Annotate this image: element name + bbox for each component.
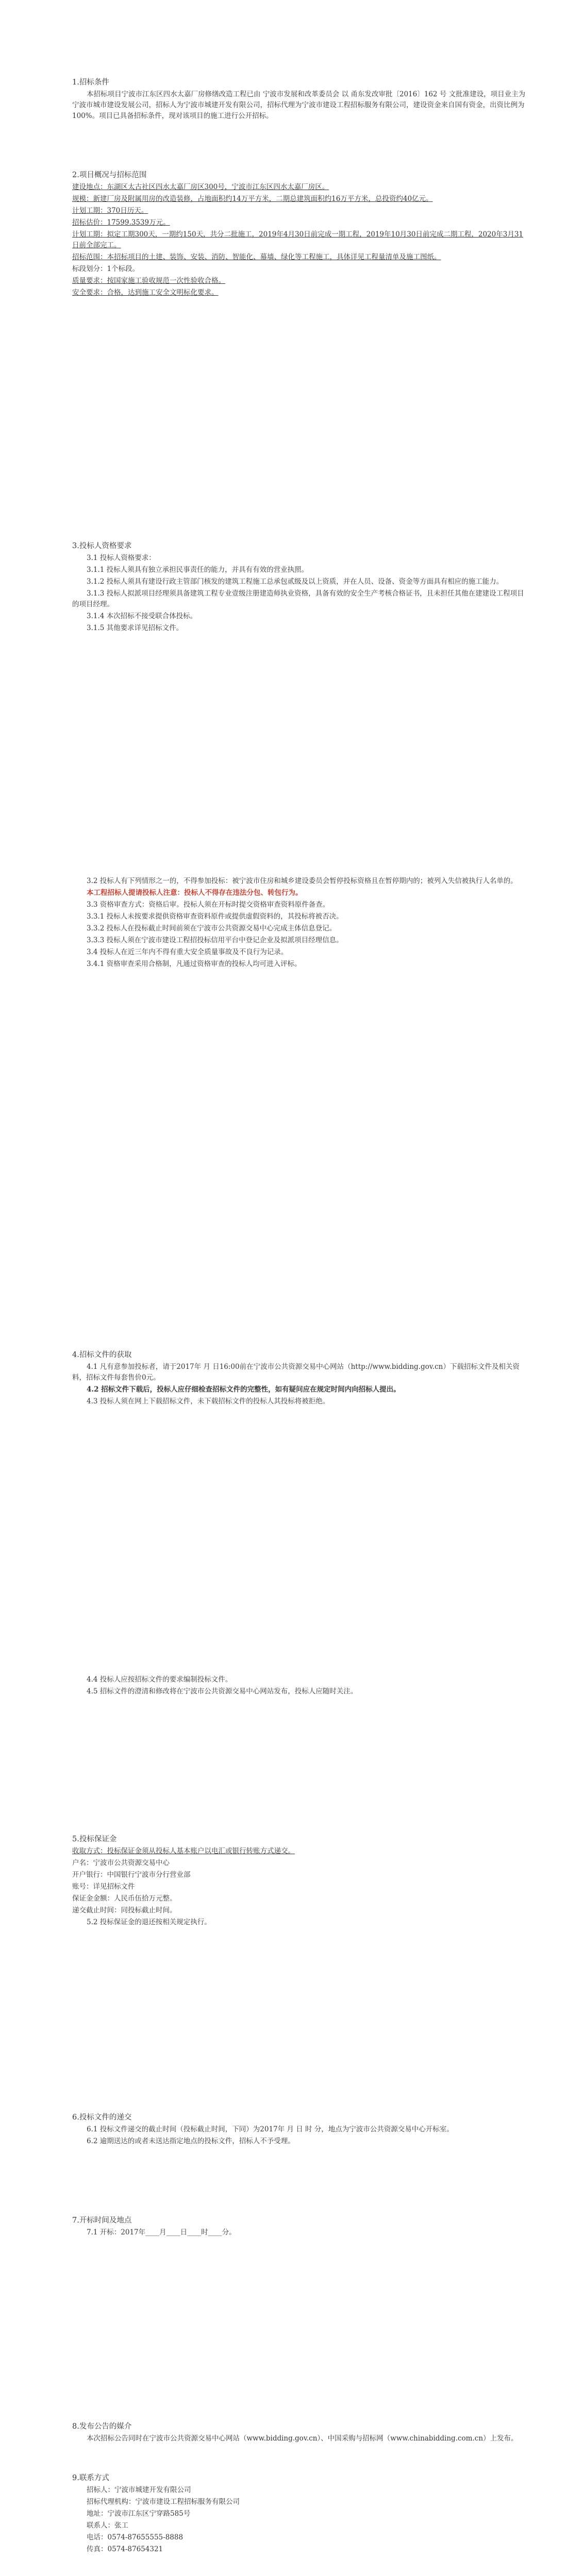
list-item: 收取方式：投标保证金须从投标人基本账户以电汇或银行转账方式递交。 [72,1847,295,1855]
contact-line: 地址：宁波市江东区宁穿路585号 [87,2510,191,2518]
list-item: 3.1.5 其他要求详见招标文件。 [87,624,184,632]
section-contact [72,2473,526,2556]
list-item: 3.3.3 投标人须在宁波市建设工程招投标信用平台中登记企业及拟派项目经理信息。 [87,936,343,944]
section-heading: 2.项目概况与招标范围 [72,171,147,179]
section-bid-bond [72,1834,526,1929]
list-item: 3.1.4 本次招标不接受联合体投标。 [87,612,197,620]
paragraph: 本招标项目宁波市江东区四水太嘉厂房修缮改造工程已由 宁波市发展和改革委员会 以 甬东发改审批〔2016〕162 号 文批准建设，项目业主为宁波市城市建设发展公司，招标人为宁波市城建开发有限公司，招标代理为宁波市建设工程招标服务有限公司，建设资金来自国有资金，出资比例为100%。项目已具备招标条件，现对该项目的施工进行公开招标。 [72,90,526,120]
section-qualification-details [72,876,526,971]
list-item: 6.1 投标文件递交的截止时间（投标截止时间，下同）为2017年 月 日 时 分，地点为宁波市公共资源交易中心开标室。 [87,2125,454,2133]
paragraph: 招标估价：17599.3539万元。 [72,218,170,227]
list-item: 保证金金额：人民币伍拾万元整。 [72,1894,177,1903]
contact-line: 电话：0574-87655555-8888 [87,2533,184,2541]
list-item: 3.4 投标人在近三年内不得有重大安全质量事故及不良行为记录。 [87,948,288,956]
list-item: 5.2 投标保证金的退还按相关规定执行。 [87,1918,211,1926]
section-obtain-documents [72,1350,526,1408]
paragraph: 安全要求：合格，达到施工安全文明标化要求。 [72,289,219,297]
section-heading: 1.招标条件 [72,78,109,87]
section-heading: 8.发布公告的媒介 [72,2422,132,2431]
list-item: 4.5 招标文件的澄清和修改将在宁波市公共资源交易中心网站发布，投标人应随时关注。 [87,1687,358,1696]
section-media [72,2421,526,2445]
paragraph: 本次招标公告同时在宁波市公共资源交易中心网站（www.bidding.gov.cn）、中国采购与招标网（www.chinabidding.com.cn）上发布。 [87,2434,518,2443]
contact-line: 招标人：宁波市城建开发有限公司 [87,2486,191,2494]
section-bidding-conditions [72,77,526,123]
paragraph: 计划工期：370日历天。 [72,207,148,215]
opening-time: 7.1 开标：2017年____月____日____时____分。 [87,2228,236,2236]
section-heading: 7.开标时间及地点 [72,2216,132,2225]
section-heading: 6.投标文件的递交 [72,2113,132,2122]
section-project-overview [72,170,526,299]
contact-line: 招标代理机构：宁波市建设工程招标服务有限公司 [87,2498,240,2506]
section-bidder-qualification [72,541,526,635]
section-bid-opening [72,2215,526,2239]
section-heading: 3.投标人资格要求 [72,542,132,550]
list-item: 3.1.1 投标人须具有独立承担民事责任的能力，并具有有效的营业执照。 [87,566,309,574]
paragraph: 招标范围：本招标项目的土建、装饰、安装、消防、智能化、幕墙、绿化等工程施工，具体详见工程量清单及施工图纸。 [72,253,441,261]
list-item: 账号：详见招标文件 [72,1883,135,1891]
list-item: 递交截止时间：同投标截止时间。 [72,1906,177,1914]
contact-line: 传真：0574-87654321 [87,2545,163,2553]
paragraph: 标段划分：1个标段。 [72,265,140,273]
paragraph: 质量要求：按国家施工验收规范一次性验收合格。 [72,277,225,285]
list-item: 4.3 投标人须在网上下载招标文件，未下载招标文件的投标人其投标将被拒绝。 [87,1397,330,1405]
list-item: 3.1 投标人资格要求： [87,554,156,562]
list-item: 3.2 投标人有下列情形之一的，不得参加投标：被宁波市住房和城乡建设委员会暂停投标资格且在暂停期内的；被列入失信被执行人名单的。 [87,877,518,885]
list-item: 3.1.2 投标人须具有建设行政主管部门核发的建筑工程施工总承包贰级及以上资质，并在人员、设备、资金等方面具有相应的施工能力。 [87,578,504,586]
list-item: 3.3.1 投标人未按要求提供资格审查资料原件或提供虚假资料的，其投标将被否决。 [87,912,343,921]
list-item: 3.3 资格审查方式：资格后审。投标人须在开标时提交资格审查资料原件备查。 [87,901,330,909]
paragraph: 规模：新建厂房及附属用房的改造装修，占地面积约14万平方米，二期总建筑面积约16万平方米，总投资约40亿元。 [72,195,433,203]
section-submission [72,2112,526,2148]
paragraph: 计划工期：拟定工期300天，一期约150天，共分二批施工，2019年4月30日前完成一期工程，2019年10月30日前完成二期工程，2020年3月31日前全部完工。 [72,230,523,249]
section-heading: 4.招标文件的获取 [72,1351,132,1359]
list-item: 4.4 投标人应按招标文件的要求编制投标文件。 [87,1675,232,1684]
list-item: 开户银行：中国银行宁波市分行营业部 [72,1871,191,1879]
section-heading: 5.投标保证金 [72,1835,117,1843]
list-item: 3.4.1 资格审查采用合格制，凡通过资格审查的投标人均可进入评标。 [87,960,302,968]
list-item: 6.2 逾期送达的或者未送达指定地点的投标文件，招标人不予受理。 [87,2137,295,2145]
section-document-notes [72,1674,526,1698]
list-item: 户名：宁波市公共资源交易中心 [72,1859,170,1867]
paragraph: 建设地点：东湖区太古社区四水太嘉厂房区300号，宁波市江东区四水太嘉厂房区。 [72,183,329,191]
section-heading: 9.联系方式 [72,2474,109,2482]
list-item: 4.2 招标文件下载后，投标人应仔细检查招标文件的完整性，如有疑问应在规定时间内向招标人提出。 [87,1385,401,1394]
list-item: 3.3.2 投标人在投标截止时间前须在宁波市公共资源交易中心完成主体信息登记。 [87,924,337,933]
highlight-notice: 本工程招标人提请投标人注意：投标人不得存在违法分包、转包行为。 [87,889,303,897]
contact-line: 联系人：张工 [87,2521,128,2530]
list-item: 3.1.3 投标人拟派项目经理须具备建筑工程专业壹级注册建造师执业资格，具备有效的安全生产考核合格证书，且未担任其他在建建设工程项目的项目经理。 [72,589,524,608]
list-item: 4.1 凡有意参加投标者，请于2017年 月 日16:00前在宁波市公共资源交易中心网站（http://www.bidding.gov.cn）下载招标文件及相关资料，招标文件每套售价0元。 [72,1363,520,1382]
